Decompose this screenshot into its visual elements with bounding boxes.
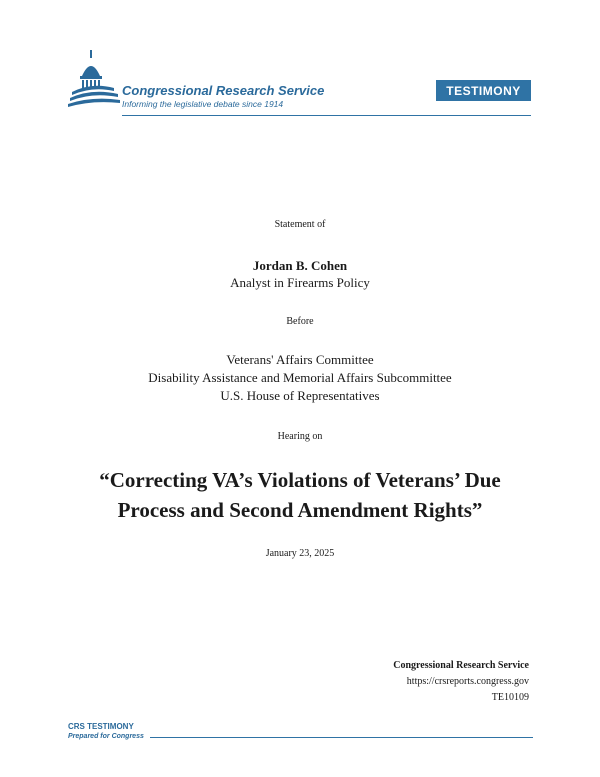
footer-divider [150,737,533,738]
hearing-title [0,465,600,525]
presenter-title: Analyst in Firearms Policy [230,275,370,290]
subcommittee-line: Disability Assistance and Memorial Affairs Subcommittee [148,370,452,385]
footer-url[interactable]: https://crsreports.congress.gov [406,676,529,687]
footer-label-title: CRS TESTIMONY [68,722,134,731]
hearing-date: January 23, 2025 [265,548,335,559]
footer-info [393,658,529,706]
footer-org: Congressional Research Service [393,660,529,671]
hearing-on-label: Hearing on [277,431,323,442]
org-name: Congressional Research Service [122,83,325,98]
committee-line: Veterans' Affairs Committee [226,352,374,367]
header-divider [122,115,531,116]
hearing-title-line: Process and Second Amendment Rights” [117,498,483,522]
footer-label [68,722,144,741]
before-label: Before [286,316,314,327]
committee-block [0,351,600,405]
hearing-title-line: “Correcting VA’s Violations of Veterans’ Due [99,468,501,492]
footer-label-subtitle: Prepared for Congress [68,733,144,740]
chamber-line: U.S. House of Representatives [220,388,380,403]
presenter-name: Jordan B. Cohen [252,258,348,273]
testimony-badge: TESTIMONY [436,80,531,101]
statement-of-label: Statement of [274,219,326,230]
crs-header [68,50,531,116]
org-tagline: Informing the legislative debate since 1914 [122,99,284,109]
capitol-dome-icon [68,50,120,110]
report-number: TE10109 [491,692,529,703]
